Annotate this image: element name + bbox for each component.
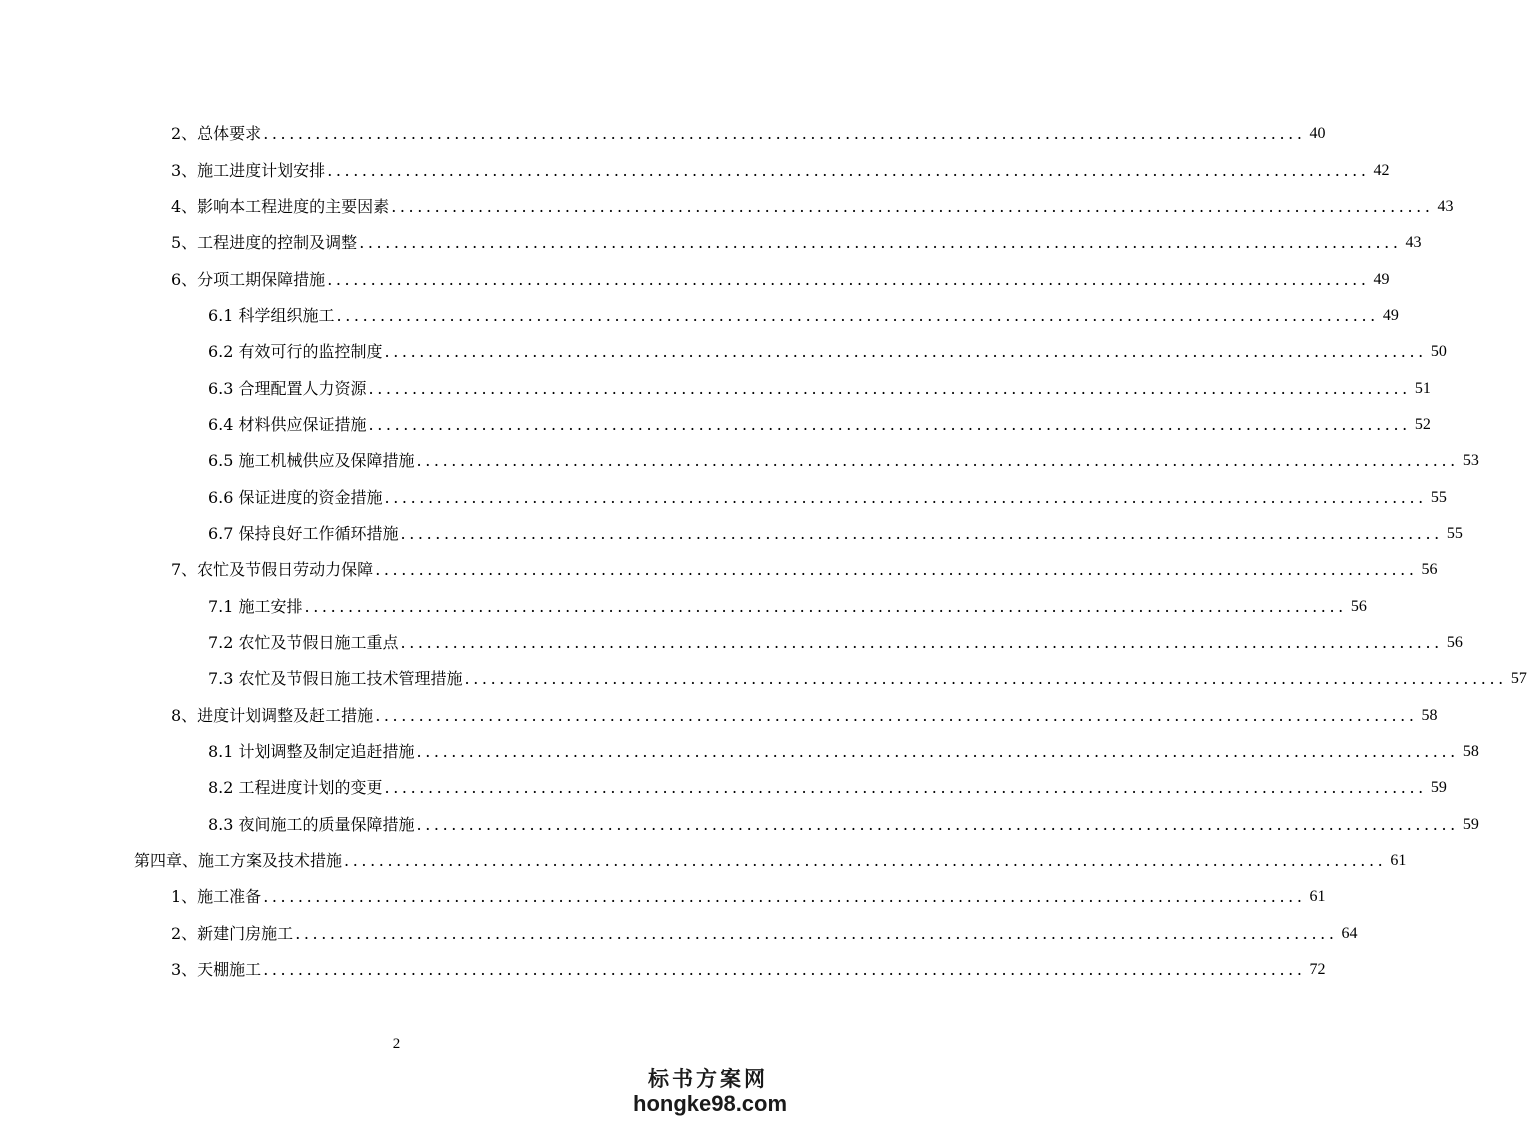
toc-dot-leader: ........................................................................................................................ (416, 742, 1459, 762)
toc-dot-leader: ........................................................................................................................ (327, 269, 1370, 289)
toc-entry[interactable] (0, 152, 1390, 188)
toc-entry-title: 6.3 合理配置人力资源 (208, 378, 367, 398)
toc-entry-page: 59 (1462, 815, 1479, 833)
toc-dot-leader: ........................................................................................................................ (263, 960, 1306, 980)
table-of-contents (0, 116, 1527, 988)
toc-entry-title: 8、进度计划调整及赶工措施 (171, 705, 374, 725)
toc-entry-title: 6.1 科学组织施工 (208, 305, 335, 325)
toc-entry-page: 49 (1382, 306, 1399, 324)
toc-entry[interactable] (0, 807, 1479, 843)
toc-entry[interactable] (0, 879, 1326, 915)
toc-entry-page: 64 (1341, 924, 1358, 942)
toc-entry-title: 4、影响本工程进度的主要因素 (171, 196, 390, 216)
toc-entry-title: 1、施工准备 (171, 887, 262, 907)
toc-entry-page: 72 (1309, 961, 1326, 979)
toc-entry-title: 6.4 材料供应保证措施 (208, 414, 367, 434)
toc-dot-leader: ........................................................................................................................ (327, 160, 1370, 180)
toc-entry[interactable] (0, 625, 1463, 661)
toc-dot-leader: ........................................................................................................................ (416, 814, 1459, 834)
toc-dot-leader: ........................................................................................................................ (391, 196, 1434, 216)
toc-entry[interactable] (0, 116, 1326, 152)
toc-entry-page: 53 (1462, 452, 1479, 470)
toc-entry[interactable] (0, 407, 1431, 443)
toc-entry-page: 56 (1350, 597, 1367, 615)
toc-entry-title: 7.3 农忙及节假日施工技术管理措施 (208, 669, 463, 689)
toc-entry[interactable] (0, 443, 1479, 479)
toc-entry-title: 6.2 有效可行的监控制度 (208, 342, 383, 362)
toc-entry-page: 49 (1373, 270, 1390, 288)
toc-entry[interactable] (0, 261, 1390, 297)
toc-entry-title: 3、施工进度计划安排 (171, 160, 326, 180)
watermark-site-name: 标书方案网 (648, 1067, 768, 1091)
toc-dot-leader: ........................................................................................................................ (368, 414, 1411, 434)
toc-entry-title: 2、总体要求 (171, 124, 262, 144)
toc-entry-page: 50 (1430, 343, 1447, 361)
toc-entry[interactable] (0, 552, 1438, 588)
toc-entry-title: 8.3 夜间施工的质量保障措施 (208, 814, 415, 834)
toc-entry[interactable] (0, 770, 1447, 806)
toc-entry[interactable] (0, 189, 1454, 225)
toc-entry[interactable] (0, 479, 1447, 515)
toc-entry[interactable] (0, 843, 1407, 879)
toc-entry[interactable] (0, 952, 1326, 988)
toc-entry[interactable] (0, 298, 1399, 334)
toc-entry-page: 55 (1446, 524, 1463, 542)
toc-dot-leader: ........................................................................................................................ (400, 523, 1443, 543)
toc-entry-page: 59 (1430, 779, 1447, 797)
toc-dot-leader: ........................................................................................................................ (375, 560, 1418, 580)
toc-entry-title: 6.6 保证进度的资金措施 (208, 487, 383, 507)
toc-entry-title: 7、农忙及节假日劳动力保障 (171, 560, 374, 580)
toc-dot-leader: ........................................................................................................................ (400, 632, 1443, 652)
toc-dot-leader: ........................................................................................................................ (295, 923, 1338, 943)
toc-dot-leader: ........................................................................................................................ (336, 305, 1379, 325)
toc-entry[interactable] (0, 661, 1527, 697)
toc-entry-page: 43 (1437, 197, 1454, 215)
page-number: 2 (392, 1036, 401, 1052)
toc-dot-leader: ........................................................................................................................ (344, 851, 1387, 871)
toc-dot-leader: ........................................................................................................................ (384, 342, 1427, 362)
toc-entry-page: 51 (1414, 379, 1431, 397)
toc-entry-page: 42 (1373, 161, 1390, 179)
toc-entry-title: 第四章、施工方案及技术措施 (134, 851, 343, 871)
toc-entry-page: 55 (1430, 488, 1447, 506)
watermark-logo (633, 1066, 788, 1116)
toc-entry[interactable] (0, 698, 1438, 734)
toc-entry[interactable] (0, 225, 1422, 261)
toc-dot-leader: ........................................................................................................................ (263, 124, 1306, 144)
toc-entry-title: 3、天棚施工 (171, 960, 262, 980)
toc-entry-title: 8.1 计划调整及制定追赶措施 (208, 742, 415, 762)
toc-entry-page: 58 (1421, 706, 1438, 724)
toc-entry-title: 6.5 施工机械供应及保障措施 (208, 451, 415, 471)
toc-entry-page: 40 (1309, 125, 1326, 143)
toc-entry-title: 5、工程进度的控制及调整 (171, 233, 358, 253)
toc-entry-page: 43 (1405, 234, 1422, 252)
toc-entry[interactable] (0, 734, 1479, 770)
toc-entry-page: 52 (1414, 415, 1431, 433)
toc-dot-leader: ........................................................................................................................ (375, 705, 1418, 725)
toc-entry-page: 57 (1510, 670, 1527, 688)
toc-entry-title: 6.7 保持良好工作循环措施 (208, 523, 399, 543)
toc-dot-leader: ........................................................................................................................ (464, 669, 1507, 689)
toc-entry-page: 58 (1462, 743, 1479, 761)
toc-entry-title: 2、新建门房施工 (171, 923, 294, 943)
toc-dot-leader: ........................................................................................................................ (384, 778, 1427, 798)
toc-entry-title: 6、分项工期保障措施 (171, 269, 326, 289)
toc-dot-leader: ........................................................................................................................ (384, 487, 1427, 507)
toc-entry-page: 56 (1446, 633, 1463, 651)
toc-entry-title: 7.1 施工安排 (208, 596, 303, 616)
toc-dot-leader: ........................................................................................................................ (416, 451, 1459, 471)
toc-entry[interactable] (0, 334, 1447, 370)
toc-entry-page: 61 (1309, 888, 1326, 906)
toc-dot-leader: ........................................................................................................................ (368, 378, 1411, 398)
toc-entry[interactable] (0, 916, 1358, 952)
watermark-site-url: hongke98.com (633, 1091, 788, 1116)
toc-entry-page: 61 (1390, 852, 1407, 870)
toc-dot-leader: ........................................................................................................................ (359, 233, 1402, 253)
toc-entry[interactable] (0, 588, 1367, 624)
toc-entry-page: 56 (1421, 561, 1438, 579)
toc-entry[interactable] (0, 516, 1463, 552)
toc-entry[interactable] (0, 370, 1431, 406)
toc-entry-title: 8.2 工程进度计划的变更 (208, 778, 383, 798)
toc-dot-leader: ........................................................................................................................ (304, 596, 1347, 616)
toc-entry-title: 7.2 农忙及节假日施工重点 (208, 632, 399, 652)
toc-dot-leader: ........................................................................................................................ (263, 887, 1306, 907)
